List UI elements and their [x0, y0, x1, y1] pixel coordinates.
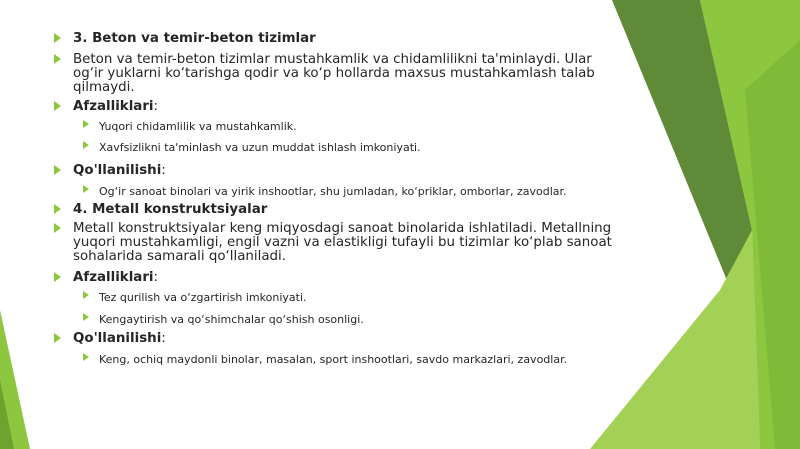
heading-text: 4. Metall konstruktsiyalar [73, 202, 268, 217]
sub-bullet [54, 185, 614, 199]
sub-bullet-icon [83, 353, 89, 361]
sub-bullet-text: Xavfsizlikni ta'minlash va uzun muddat ishlash imkoniyati. [99, 141, 421, 154]
label-colon: : [161, 331, 166, 346]
bullet-icon [54, 165, 61, 175]
sub-bullet-icon [83, 313, 89, 321]
usage-heading [54, 164, 614, 178]
bullet-icon [54, 204, 61, 214]
sub-bullet-text: Keng, ochiq maydonli binolar, masalan, sport inshootlari, savdo markazlari, zavodlar. [99, 353, 568, 366]
sub-bullet-icon [83, 141, 89, 149]
bullet-icon [54, 333, 61, 343]
label-colon: : [153, 270, 159, 285]
sub-bullet [54, 291, 614, 305]
advantages-label: Afzalliklari [73, 99, 154, 114]
bullet-icon [54, 101, 61, 111]
sub-bullet-icon [83, 291, 89, 299]
bullet-icon [54, 54, 61, 64]
heading-metall [54, 203, 614, 217]
usage-label: Qo'llanilishi [73, 331, 162, 346]
bullet-icon [54, 223, 61, 233]
usage-heading [54, 332, 614, 346]
bullet-icon [54, 272, 61, 282]
paragraph-metall [54, 222, 614, 264]
heading-beton [54, 32, 614, 46]
advantages-heading [54, 100, 614, 114]
sub-bullet-text: Kengaytirish va qo‘shimchalar qo‘shish osonligi. [99, 313, 364, 326]
sub-bullet-text: Yuqori chidamlilik va mustahkamlik. [99, 120, 297, 133]
sub-bullet-text: Tez qurilish va o‘zgartirish imkoniyati. [99, 291, 307, 304]
sub-bullet [54, 120, 614, 134]
label-colon: : [161, 163, 166, 178]
right-lower-shape [590, 230, 760, 449]
sub-bullet [54, 353, 614, 367]
paragraph-beton [54, 53, 614, 95]
advantages-label: Afzalliklari [73, 270, 154, 285]
bullet-icon [54, 33, 61, 43]
sub-bullet [54, 141, 614, 155]
sub-bullet [54, 313, 614, 327]
heading-text: 3. Beton va temir-beton tizimlar [73, 31, 316, 46]
slide-content [54, 32, 614, 367]
paragraph-text: Beton va temir-beton tizimlar mustahkamlik va chidamlilikni ta'minlaydi. Ular og‘ir yuklarni ko‘tarishga qodir va ko‘p hollarda maxsus mustahkamlash talab qilmaydi. [73, 52, 595, 95]
sub-bullet-text: Og‘ir sanoat binolari va yirik inshootlar, shu jumladan, ko‘priklar, omborlar, zavodlar. [99, 185, 567, 198]
advantages-heading [54, 271, 614, 285]
sub-bullet-icon [83, 120, 89, 128]
usage-label: Qo'llanilishi [73, 163, 162, 178]
label-colon: : [153, 99, 159, 114]
paragraph-text: Metall konstruktsiyalar keng miqyosdagi sanoat binolarida ishlatiladi. Metallning yuqori mustahkamligi, engil vazni va elastikligi tufayli bu tizimlar ko‘plab sanoat sohalarida samarali qo‘llaniladi. [73, 221, 612, 264]
sub-bullet-icon [83, 185, 89, 193]
